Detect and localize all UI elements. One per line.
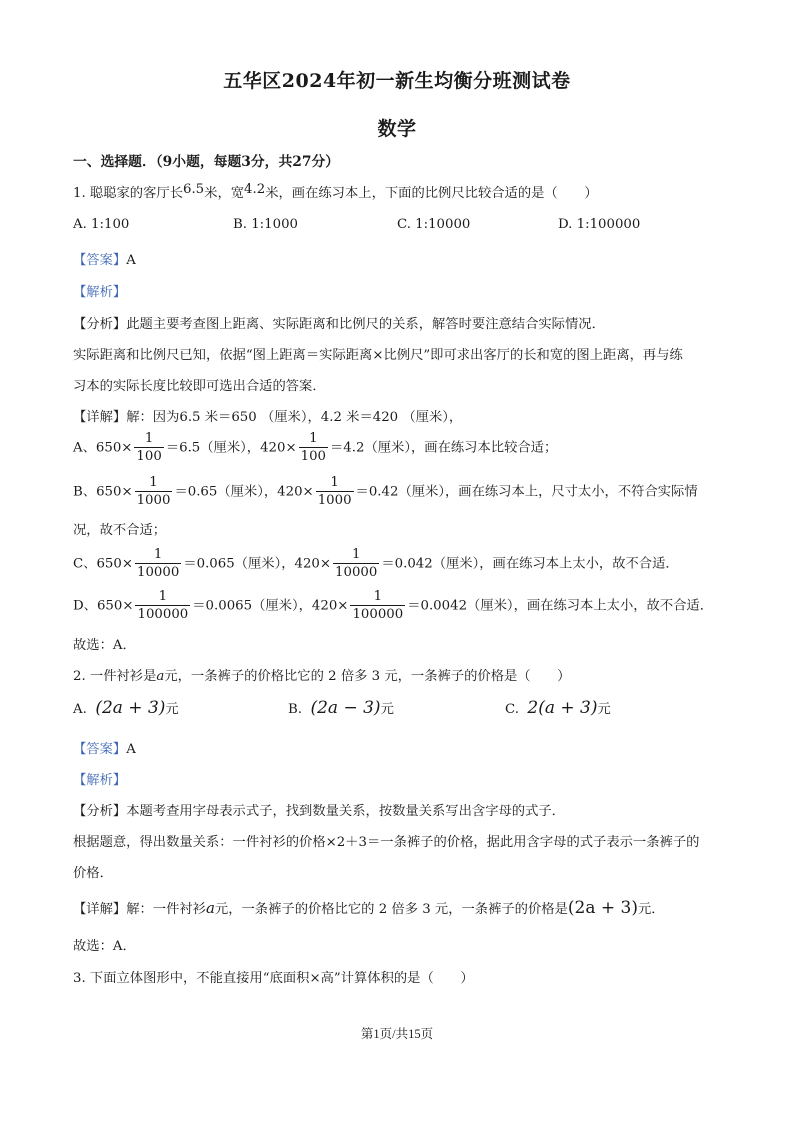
q2-analysis-2: 根据题意，得出数量关系：一件衬衫的价格×2＋3＝一条裤子的价格，据此用含字母的式子表示一条裤子的 [73, 835, 700, 850]
q1-answer [73, 249, 136, 268]
fraction-denominator: 100 [300, 449, 327, 465]
analysis-text: 此题主要考查图上距离、实际距离和比例尺的关系，解答时要注意结合实际情况． [126, 317, 605, 332]
detail-expression: (2a + 3) [567, 898, 638, 918]
q1-row-b [73, 475, 698, 509]
analysis-text: 本题考查用字母表示式子，找到数量关系，按数量关系写出含字母的式子． [126, 804, 565, 819]
fraction-numerator: 1 [316, 475, 354, 492]
fraction-numerator: 1 [333, 547, 379, 564]
option-unit: 元 [380, 702, 394, 717]
q1-option-a: A. 1:100 [73, 217, 130, 232]
fraction-numerator: 1 [350, 589, 405, 606]
page-footer: 第1页/共15页 [360, 1027, 434, 1041]
q1-stem [73, 182, 598, 201]
fraction-numerator: 1 [135, 547, 181, 564]
q1-stem-a: 1. 聪聪家的客厅长 [73, 186, 183, 201]
row-result-1: ＝0.0065（厘米），420× [192, 598, 349, 614]
fraction-numerator: 1 [134, 431, 163, 448]
fraction-denominator: 100000 [137, 607, 189, 623]
q2-analysis-tag: 【解析】 [73, 773, 127, 788]
fraction-denominator: 100000 [352, 607, 404, 623]
fraction-denominator: 1000 [136, 493, 171, 509]
q1-row-d [73, 589, 713, 623]
fraction-denominator: 10000 [137, 565, 180, 581]
fraction [316, 475, 354, 509]
q2-analysis [73, 800, 565, 819]
fraction [333, 547, 379, 581]
detail-text-b: 元，一条裤子的价格比它的 2 倍多 3 元，一条裤子的价格是 [214, 902, 568, 917]
row-label: B、650× [73, 484, 133, 500]
detail-variable: a [205, 899, 215, 917]
fraction [299, 431, 328, 465]
option-expression: (2a + 3) [95, 698, 166, 718]
answer-tag: 【答案】 [73, 253, 127, 268]
answer-value: A [126, 742, 136, 757]
q2-option-c [505, 698, 611, 718]
analysis-label: 【分析】 [73, 317, 127, 332]
option-unit: 元 [597, 702, 611, 717]
fraction [135, 589, 190, 623]
q2-option-b [288, 698, 394, 718]
option-label: A. [73, 702, 87, 717]
option-label: C. [505, 702, 519, 717]
fraction [135, 475, 173, 509]
page-title: 五华区2024年初一新生均衡分班测试卷 [223, 70, 571, 92]
q1-option-c: C. 1:10000 [397, 217, 471, 232]
row-result-2: ＝0.42（厘米），画在练习本上，尺寸太小，不符合实际情 [355, 484, 698, 500]
row-result-1: ＝0.65（厘米），420× [174, 484, 314, 500]
q2-option-a [73, 698, 179, 718]
row-result-1: ＝6.5（厘米），420× [165, 440, 297, 456]
q1-detail [73, 406, 462, 425]
detail-label: 【详解】 [73, 410, 127, 425]
q1-stem-c: 米，画在练习本上，下面的比例尺比较合适的是（ ） [265, 186, 598, 201]
fraction [134, 431, 163, 465]
answer-tag: 【答案】 [73, 742, 127, 757]
row-label: C、650× [73, 556, 133, 572]
row-result-2: ＝0.0042（厘米），画在练习本上太小，故不合适． [407, 598, 714, 614]
q2-stem-a: 2. 一件衬衫是 [73, 669, 157, 684]
row-label: A、650× [73, 440, 133, 456]
q1-choose: 故选：A． [73, 638, 136, 653]
q2-choose: 故选：A． [73, 939, 136, 954]
q2-stem [73, 665, 570, 684]
q1-width: 4.2 [244, 182, 266, 197]
q3-stem: 3. 下面立体图形中，不能直接用“底面积×高”计算体积的是（ ） [73, 971, 474, 986]
fraction [350, 589, 405, 623]
row-result-1: ＝0.065（厘米），420× [183, 556, 332, 572]
option-expression: 2(a + 3) [527, 698, 598, 718]
answer-value: A [126, 253, 136, 268]
option-unit: 元 [165, 702, 179, 717]
detail-label: 【详解】 [73, 902, 127, 917]
option-label: B. [288, 702, 302, 717]
q1-row-b-cont: 况，故不合适； [73, 523, 167, 538]
fraction-denominator: 1000 [317, 493, 352, 509]
q1-stem-b: 米，宽 [204, 186, 245, 201]
fraction-numerator: 1 [135, 475, 173, 492]
q2-variable: a [156, 669, 165, 684]
section-heading: 一、选择题．（9小题，每题3分，共27分） [73, 154, 340, 170]
fraction-denominator: 100 [136, 449, 162, 465]
row-label: D、650× [73, 598, 134, 614]
q2-analysis-3: 价格． [73, 866, 113, 881]
q2-answer [73, 738, 136, 757]
option-expression: (2a − 3) [310, 698, 381, 718]
q1-option-d: D. 1:100000 [558, 217, 641, 232]
q1-analysis [73, 313, 605, 332]
q1-row-a [73, 431, 557, 465]
fraction-numerator: 1 [135, 589, 190, 606]
q2-detail [73, 898, 665, 918]
q2-stem-b: 元，一条裤子的价格比它的 2 倍多 3 元，一条裤子的价格是（ ） [164, 669, 571, 684]
row-result-2: ＝0.042（厘米），画在练习本上太小，故不合适． [381, 556, 679, 572]
q1-analysis-2: 实际距离和比例尺已知，依据“图上距离＝实际距离×比例尺”即可求出客厅的长和宽的图上距离，再与练 [73, 348, 683, 363]
detail-text-a: 解：一件衬衫 [126, 902, 206, 917]
analysis-label: 【分析】 [73, 804, 127, 819]
detail-text-c: 元． [637, 902, 665, 917]
row-result-2: ＝4.2（厘米），画在练习本比较合适； [330, 440, 558, 456]
q1-analysis-tag: 【解析】 [73, 285, 127, 300]
q1-row-c [73, 547, 679, 581]
q1-length: 6.5 [183, 182, 205, 197]
detail-text: 解：因为6.5 米＝650 （厘米），4.2 米＝420 （厘米）， [126, 410, 463, 425]
subject-title: 数学 [377, 118, 417, 140]
fraction-numerator: 1 [299, 431, 328, 448]
fraction [135, 547, 181, 581]
q1-analysis-3: 习本的实际长度比较即可选出合适的答案． [73, 379, 326, 394]
fraction-denominator: 10000 [335, 565, 378, 581]
q1-option-b: B. 1:1000 [233, 217, 299, 232]
